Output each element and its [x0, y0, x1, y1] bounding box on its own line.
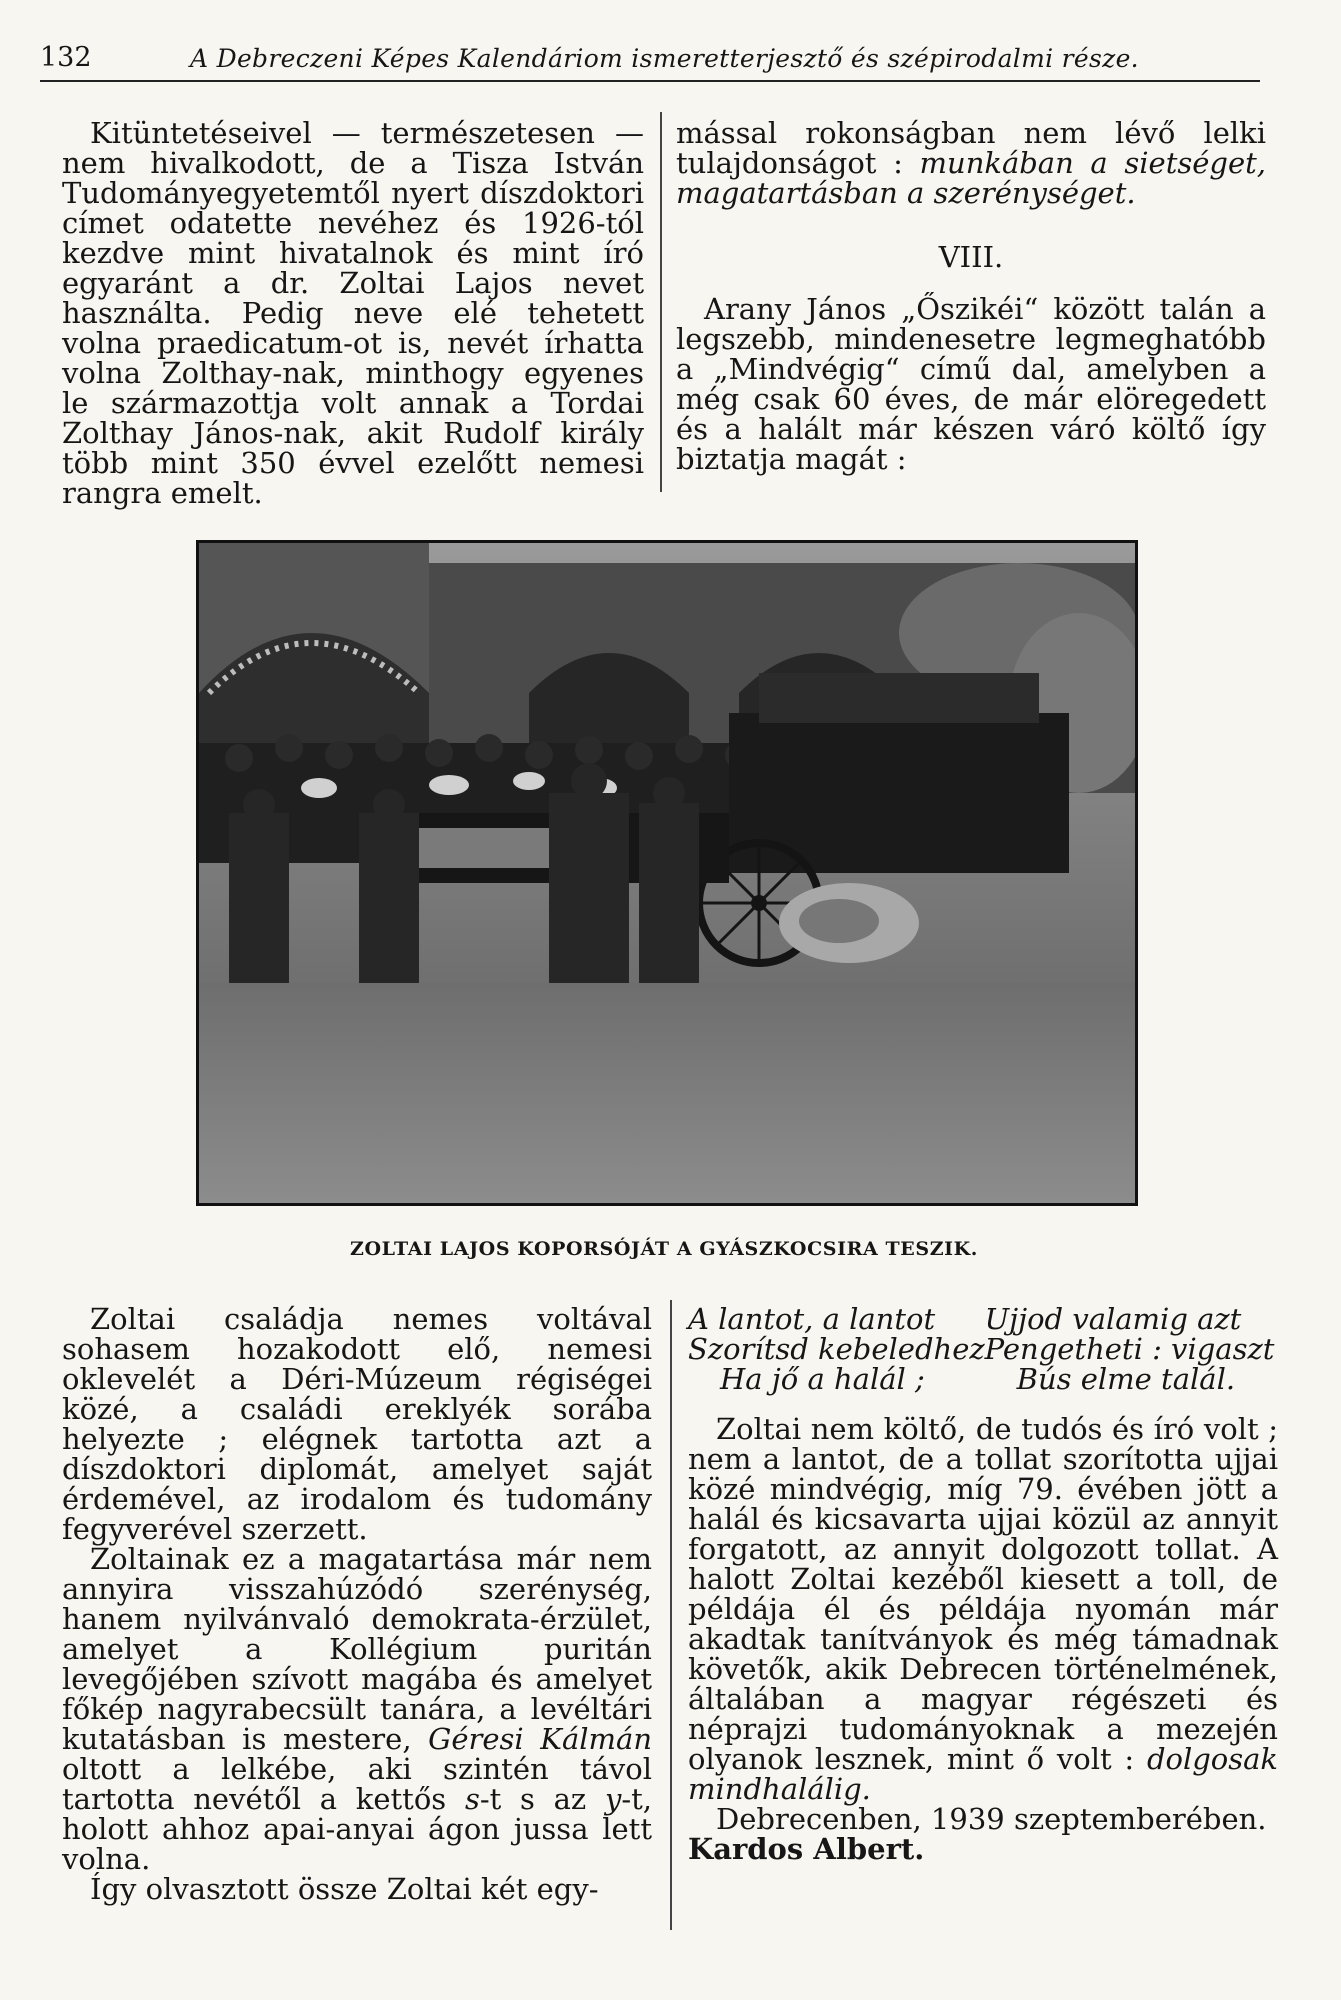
letter-y: y — [604, 1782, 622, 1816]
poem-line: A lantot, a lantot — [688, 1302, 936, 1336]
page-number: 132 — [40, 42, 92, 73]
photo-illustration — [199, 543, 1135, 1203]
continuation-italic: munkában a sietséget, magatartásban a szerénységet. — [676, 146, 1266, 210]
legacy-italic: dolgosak mindhalálig. — [688, 1742, 1279, 1806]
photo-caption: ZOLTAI LAJOS KOPORSÓJÁT A GYÁSZKOCSIRA TESZIK. — [350, 1238, 978, 1260]
poem-line: Szorítsd kebeledhez — [688, 1332, 985, 1366]
poem-line: Pengetheti : vigaszt — [984, 1332, 1275, 1366]
poem-line: Bús elme talál. — [1016, 1362, 1236, 1396]
top-left-column — [62, 118, 644, 508]
democracy-text-d: -t, holott ahhoz apai-anyai ágon jussa lett volna. — [62, 1782, 653, 1876]
bottom-left-column — [62, 1304, 652, 1904]
author-signature: Kardos Albert. — [688, 1832, 925, 1866]
legacy-text: Zoltai nem költő, de tudós és író volt ; nem a lantot, de a tollat szorította ujjai közé mindvégig, míg 79. évében jött a halál és kicsavarta ujjai közül az annyit forgatott, az annyit dolgozott tollat. A halott Zoltai kezéből kiesett a toll, de példája él és példája nyomán már akadtak tanítványok és még támadnak követők, akik Debrecen történelmének, általában a magyar régészeti és néprajzi tudományoknak a mezején olyanok lesznek, mint ő volt : — [688, 1412, 1278, 1776]
paragraph-closing-left: Így olvasztott össze Zoltai két egy- — [90, 1872, 599, 1906]
paragraph-democracy — [62, 1544, 652, 1874]
paragraph-nobility: Zoltai családja nemes voltával sohasem hozakodott elő, nemesi oklevelét a Déri-Múzeum régiségei közé, a családi ereklyék sorába helyezte ; elégnek tartotta azt a díszdoktori diplomát, amelyet saját érdemével, az irodalom és tudomány fegyverével szerzett. — [62, 1302, 652, 1546]
continuation-text: mással rokonságban nem lévő lelki tulajdonságot : — [676, 116, 1266, 180]
democracy-text-b: oltott a lelkébe, aki szintén távol tartotta nevétől a kettős — [62, 1752, 652, 1816]
dateline: Debrecenben, 1939 szeptemberében. — [716, 1802, 1267, 1836]
teacher-name: Géresi Kálmán — [428, 1722, 652, 1756]
poem-mindvegig — [688, 1304, 1278, 1394]
poem-line: Ujjod valamig azt — [984, 1302, 1242, 1336]
poem-line: Ha jő a halál ; — [720, 1362, 925, 1396]
paragraph-continuation — [676, 118, 1266, 208]
column-divider-top — [660, 112, 662, 492]
paragraph-legacy — [688, 1414, 1278, 1804]
democracy-text-a: Zoltainak ez a magatartása már nem annyira visszahúzódó szerénység, hanem nyilvánvaló demokrata-érzület, amelyet a Kollégium puritán levegőjében szívott magába és amelyet főkép nagyrabecsült tanára, a levéltári kutatásban is mestere, — [62, 1542, 652, 1756]
funeral-photo — [196, 540, 1138, 1206]
column-divider-bottom — [670, 1300, 672, 1930]
paragraph-honors: Kitüntetéseivel — természetesen — nem hivalkodott, de a Tisza István Tudományegyetemtől nyert díszdoktori címet odatette nevéhez és 1926-tól kezdve mint hivatalnok és mint író egyaránt a dr. Zoltai Lajos nevet használta. Pedig neve elé tehetett volna praedicatum-ot is, nevét írhatta volna Zolthay-nak, minthogy egyenes le származottja volt annak a Tordai Zolthay János-nak, akit Rudolf király több mint 350 évvel ezelőtt nemesi rangra emelt. — [62, 116, 644, 510]
running-title: A Debreczeni Képes Kalendáriom ismeretterjesztő és szépirodalmi része. — [190, 44, 1139, 73]
page-header — [40, 38, 1260, 82]
section-number: VIII. — [938, 240, 1004, 274]
paragraph-arany: Arany János „Őszikéi“ között talán a legszebb, mindenesetre legmeghatóbb a „Mindvégig“ című dal, amelyben a még csak 60 éves, de már elöregedett és a halált már készen váró költő így biztatja magát : — [676, 292, 1266, 476]
letter-s: s — [464, 1782, 480, 1816]
democracy-text-c: -t s az — [479, 1782, 587, 1816]
top-right-column — [676, 118, 1266, 474]
bottom-right-column — [688, 1304, 1278, 1864]
